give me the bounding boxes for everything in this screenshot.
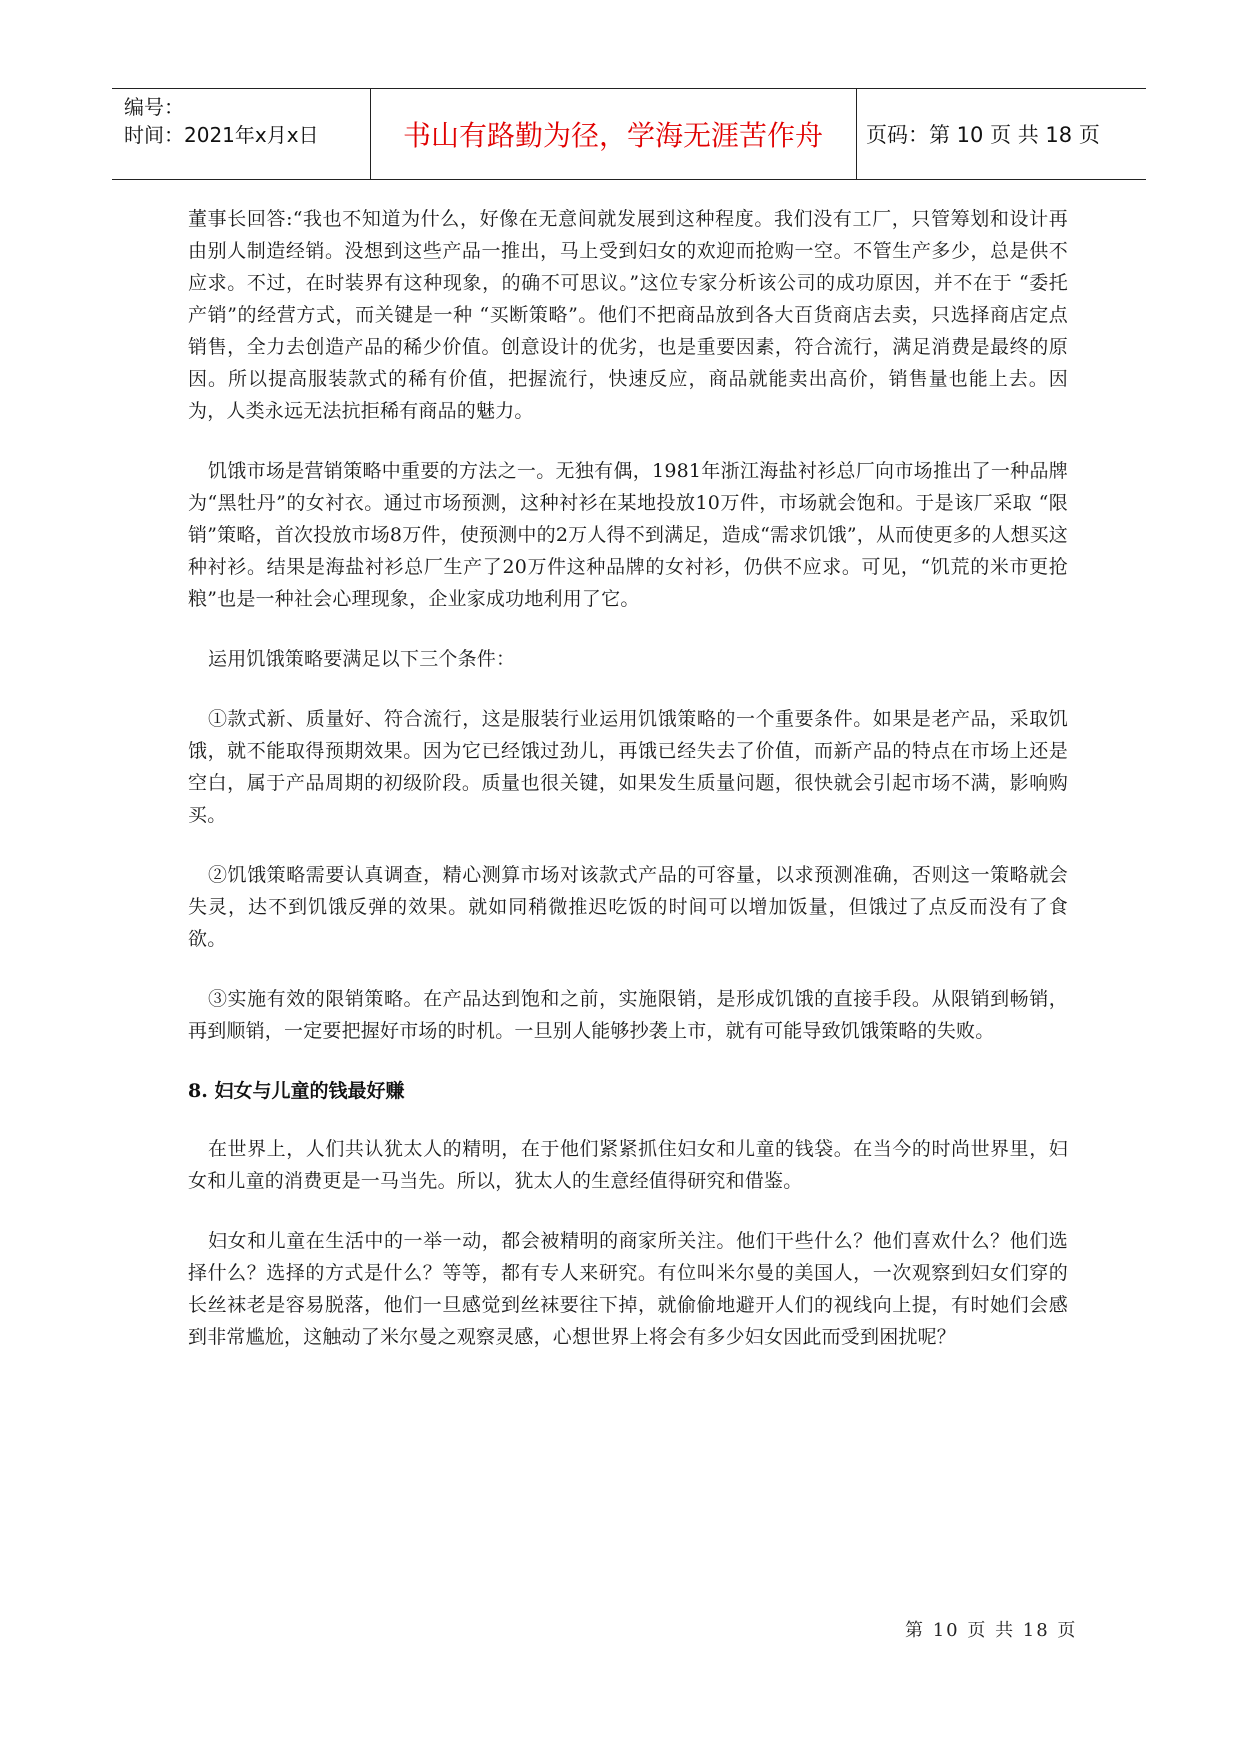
document-date-label: 时间：2021年x月x日: [124, 123, 319, 147]
paragraph-4: ①款式新、质量好、符合流行，这是服装行业运用饥饿策略的一个重要条件。如果是老产品，采取饥饿，就不能取得预期效果。因为它已经饿过劲儿，再饿已经失去了价值，而新产品的特点在市场上还是空白，属于产品周期的初级阶段。质量也很关键，如果发生质量问题，很快就会引起市场不满，影响购买。: [188, 708, 1068, 826]
section-heading: 8. 妇女与儿童的钱最好赚: [188, 1080, 405, 1102]
paragraph-8: 妇女和儿童在生活中的一举一动，都会被精明的商家所关注。他们干些什么？他们喜欢什么？他们选择什么？选择的方式是什么？等等，都有专人来研究。有位叫米尔曼的美国人，一次观察到妇女们穿的长丝袜老是容易脱落，他们一旦感觉到丝袜要往下掉，就偷偷地避开人们的视线向上提，有时她们会感到非常尴尬，这触动了米尔曼之观察灵感，心想世界上将会有多少妇女因此而受到困扰呢？: [188, 1230, 1068, 1348]
paragraph-1: 董事长回答:“我也不知道为什么，好像在无意间就发展到这种程度。我们没有工厂，只管筹划和设计再由别人制造经销。没想到这些产品一推出，马上受到妇女的欢迎而抢购一空。不管生产多少，总是供不应求。不过，在时装界有这种现象，的确不可思议。”这位专家分析该公司的成功原因，并不在于 “委托产销”的经营方式，而关键是一种 “买断策略”。他们不把商品放到各大百货商店去卖，只选择商店定点销售，全力去创造产品的稀少价值。创意设计的优劣，也是重要因素，符合流行，满足消费是最终的原因。所以提高服装款式的稀有价值，把握流行，快速反应，商品就能卖出高价，销售量也能上去。因为，人类永远无法抗拒稀有商品的魅力。: [188, 208, 1068, 422]
paragraph-2: 饥饿市场是营销策略中重要的方法之一。无独有偶，1981年浙江海盐衬衫总厂向市场推出了一种品牌为“黑牡丹”的女衬衣。通过市场预测，这种衬衫在某地投放10万件，市场就会饱和。于是该厂采取 “限销”策略，首次投放市场8万件，使预测中的2万人得不到满足，造成“需求饥饿”，从而使更多的人想买这种衬衫。结果是海盐衬衫总厂生产了20万件这种品牌的女衬衫，仍供不应求。可见，“饥荒的米市更抢粮”也是一种社会心理现象，企业家成功地利用了它。: [188, 460, 1068, 610]
page-header: [112, 88, 1146, 180]
document-body: [188, 203, 1068, 1381]
paragraph-6: ③实施有效的限销策略。在产品达到饱和之前，实施限销，是形成饥饿的直接手段。从限销到畅销，再到顺销，一定要把握好市场的时机。一旦别人能够抄袭上市，就有可能导致饥饿策略的失败。: [188, 988, 1068, 1042]
document-number-label: 编号：: [124, 95, 184, 119]
header-page-number: 页码：第 10 页 共 18 页: [866, 123, 1100, 147]
header-motto: 书山有路勤为径，学海无涯苦作舟: [402, 119, 823, 152]
header-meta: [124, 93, 374, 149]
paragraph-5: ②饥饿策略需要认真调查，精心测算市场对该款式产品的可容量，以求预测准确，否则这一策略就会失灵，达不到饥饿反弹的效果。就如同稍微推迟吃饭的时间可以增加饭量，但饿过了点反而没有了食欲。: [188, 864, 1068, 950]
paragraph-7: 在世界上，人们共认犹太人的精明，在于他们紧紧抓住妇女和儿童的钱袋。在当今的时尚世界里，妇女和儿童的消费更是一马当先。所以，犹太人的生意经值得研究和借鉴。: [188, 1138, 1068, 1192]
page-footer-number: 第 10 页 共 18 页: [905, 1620, 1078, 1641]
paragraph-3: 运用饥饿策略要满足以下三个条件：: [208, 648, 516, 670]
header-divider-right: [856, 89, 857, 179]
